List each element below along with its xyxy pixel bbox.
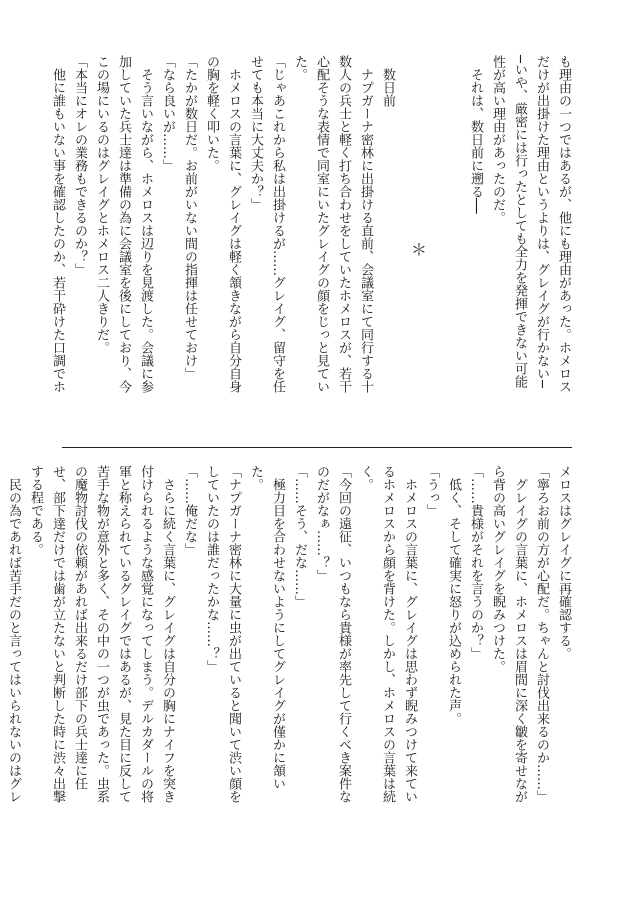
scene-break-asterisk: ＊ xyxy=(411,240,428,259)
text-line: ─いや、厳密には行ったとしても全力を発揮できない可能 xyxy=(512,55,527,388)
text-line: も理由の一つではあるが、他にも理由があった。ホメロス xyxy=(556,55,571,393)
lower-text-block xyxy=(6,465,574,865)
text-line: 性が高い理由があったのだ。 xyxy=(490,55,505,224)
text-line: ナプガーナ密林に出掛ける直前、会議室にて同行する十 xyxy=(358,55,373,393)
text-line: 数人の兵士と軽く打ち合わせをしていたホメロスが、若干 xyxy=(336,55,351,393)
text-line: ら背の高いグレイグを睨みつけた。 xyxy=(490,465,505,673)
text-line: 「たかが数日だ。お前がいない間の指揮は任せておけ」 xyxy=(182,55,197,380)
text-line: そう言いながら、ホメロスは辺りを見渡した。会議に参 xyxy=(138,55,153,393)
text-line: 民の為であれば苦手だのと言ってはいられないのはグレ xyxy=(6,465,21,803)
text-line: ホメロスの言葉に、グレイグは思わず睨みつけて来てい xyxy=(402,465,417,803)
text-line: 付けられるような感覚になってしまう。デルカダールの将 xyxy=(138,465,153,803)
text-line: 「……そう、だな……」 xyxy=(292,465,307,608)
text-line: 「うっ」 xyxy=(424,465,439,517)
text-line: ホメロスの言葉に、グレイグは軽く頷きながら自分自身 xyxy=(226,55,241,393)
text-line: 加していた兵士達は準備の為に会議室を後にしており、今 xyxy=(116,55,131,393)
text-line: 心配そうな表情で同室にいたグレイグの顔をじっと見てい xyxy=(314,55,329,393)
text-line: 「じゃあこれから私は出掛けるが……グレイグ、留守を任 xyxy=(270,55,285,393)
text-line: の魔物討伐の依頼があれば出来るだけ部下の兵士達に任 xyxy=(72,465,87,790)
text-line xyxy=(442,55,464,440)
text-line: 「今回の遠征、いつもなら貴様が率先して行くべき案件な xyxy=(336,465,351,803)
text-line: する程である。 xyxy=(28,465,43,556)
text-line: グレイグの言葉に、ホメロスは眉間に深く皺を寄せなが xyxy=(512,465,527,803)
text-line: 苦手な物が意外と多く、その中の一つが虫であった。虫系 xyxy=(94,465,109,803)
text-line: るホメロスから顔を背けた。しかし、ホメロスの言葉は続 xyxy=(380,465,395,803)
text-line: メロスはグレイグに再確認する。 xyxy=(556,465,571,660)
text-line: 低く、そして確実に怒りが込められた声。 xyxy=(446,465,461,725)
text-line: 「寧ろお前の方が心配だ。ちゃんと討伐出来るのか……」 xyxy=(534,465,549,803)
text-line: せ、部下達だけでは歯が立たないと判断した時に渋々出撃 xyxy=(50,465,65,803)
text-line: 「……俺だな」 xyxy=(182,465,197,556)
text-line: さらに続く言葉に、グレイグは自分の胸にナイフを突き xyxy=(160,465,175,803)
text-line: この場にいるのはグレイグとホメロス二人きりだ。 xyxy=(94,55,109,354)
text-line: 数日前 xyxy=(380,55,395,107)
text-line: それは、数日前に遡る── xyxy=(468,55,483,214)
text-line: 他に誰もいない事を確認したのか、若干砕けた口調でホ xyxy=(50,55,65,393)
text-line: 「ナプガーナ密林に大量に虫が出ていると聞いて渋い顔を xyxy=(226,465,241,803)
upper-text-block xyxy=(50,55,574,440)
text-line: 「なら良いが……」 xyxy=(160,55,175,172)
text-line: のだがなぁ……？」 xyxy=(314,465,329,582)
text-line: く。 xyxy=(358,465,373,491)
text-line: 「……貴様がそれを言うのか？」 xyxy=(468,465,483,660)
text-line: の胸を軽く叩いた。 xyxy=(204,55,219,172)
text-line: 軍と称えられているグレイグではあるが、見た目に反して xyxy=(116,465,131,803)
text-line: た。 xyxy=(248,465,263,491)
text-line: 「本当にオレの業務もできるのか？」 xyxy=(72,55,87,276)
text-line: していたのは誰だったかな……？」 xyxy=(204,465,219,673)
text-line: た。 xyxy=(292,55,307,81)
text-line: せても本当に大丈夫か？」 xyxy=(248,55,263,211)
section-divider xyxy=(62,447,572,448)
text-line: だけが出掛けた理由というよりは、グレイグが行かない─ xyxy=(534,55,549,388)
text-line: 極力目を合わせないようにしてグレイグが僅かに頷い xyxy=(270,465,285,790)
